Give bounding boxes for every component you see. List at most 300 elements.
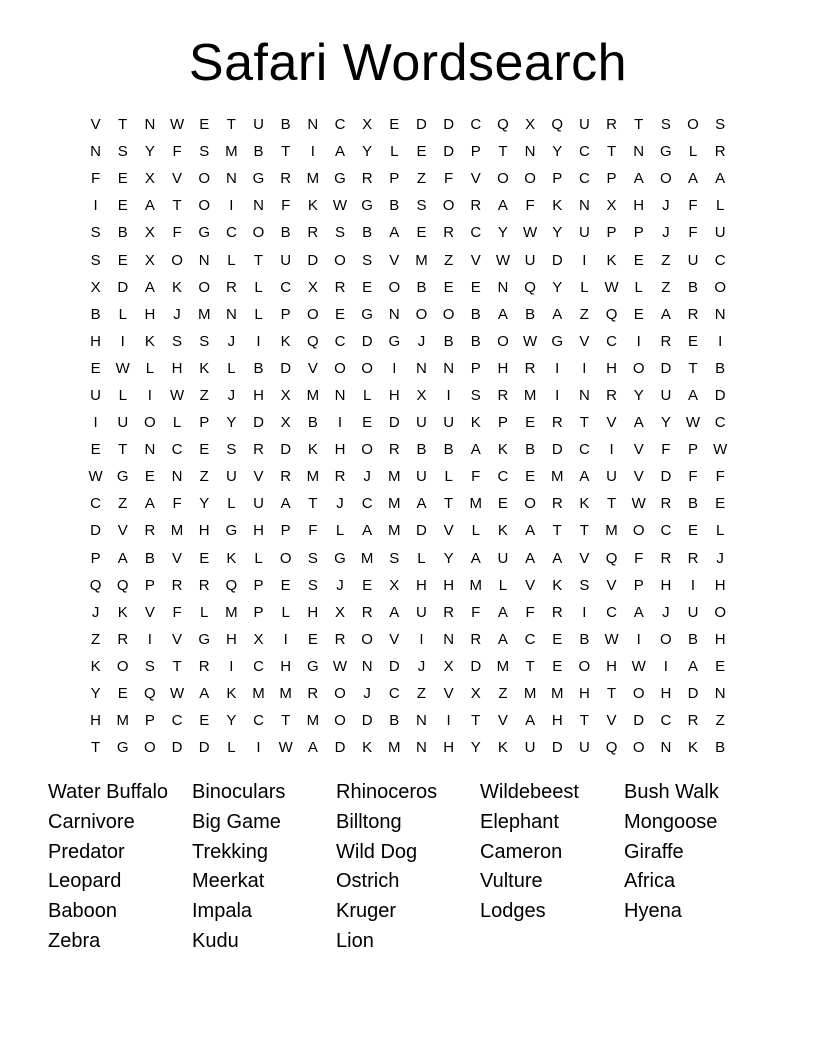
word-list-item: Leopard: [48, 870, 122, 893]
grid-letter: C: [660, 712, 672, 730]
grid-letter: L: [227, 739, 236, 757]
grid-letter: H: [334, 441, 346, 459]
grid-row: [82, 517, 734, 544]
grid-letter: I: [147, 386, 152, 404]
grid-letter: D: [687, 685, 699, 703]
grid-letter: H: [443, 739, 455, 757]
grid-letter: H: [144, 305, 156, 323]
grid-row: [82, 382, 734, 409]
grid-letter: L: [716, 522, 725, 540]
grid-letter: O: [198, 197, 211, 215]
grid-letter: L: [118, 386, 127, 404]
grid-letter: P: [389, 170, 400, 188]
grid-letter: O: [524, 495, 536, 513]
grid-letter: D: [361, 712, 373, 730]
grid-letter: X: [144, 251, 155, 269]
grid-letter: O: [144, 414, 156, 432]
grid-letter: N: [416, 359, 427, 377]
grid-letter: M: [306, 170, 320, 188]
grid-letter: D: [253, 414, 264, 432]
grid-letter: R: [470, 630, 482, 648]
grid-letter: C: [470, 224, 482, 242]
grid-letter: C: [171, 712, 183, 730]
grid-letter: K: [497, 739, 508, 757]
grid-row: [82, 545, 734, 572]
grid-letter: F: [715, 468, 725, 486]
grid-letter: E: [715, 495, 726, 513]
grid-letter: G: [361, 197, 373, 215]
grid-letter: V: [470, 251, 481, 269]
grid-letter: U: [90, 386, 101, 404]
grid-letter: V: [117, 522, 128, 540]
grid-letter: E: [416, 224, 427, 242]
grid-letter: H: [171, 359, 183, 377]
grid-letter: L: [390, 143, 399, 161]
word-list-item: Cameron: [480, 840, 563, 863]
grid-letter: E: [416, 143, 427, 161]
grid-row: [82, 572, 734, 599]
grid-letter: Q: [306, 332, 319, 350]
grid-letter: R: [687, 712, 699, 730]
grid-letter: J: [417, 332, 426, 350]
grid-letter: T: [606, 495, 617, 513]
grid-letter: P: [688, 441, 699, 459]
grid-letter: V: [389, 251, 400, 269]
grid-letter: O: [334, 359, 346, 377]
grid-letter: O: [361, 630, 373, 648]
grid-letter: E: [362, 414, 373, 432]
grid-letter: T: [525, 657, 535, 675]
grid-letter: I: [582, 603, 587, 621]
grid-letter: A: [525, 712, 536, 730]
grid-letter: M: [388, 468, 401, 486]
grid-letter: L: [580, 278, 589, 296]
word-list-item: Meerkat: [192, 870, 265, 893]
grid-letter: F: [172, 224, 182, 242]
grid-letter: I: [718, 332, 723, 350]
grid-letter: I: [256, 332, 261, 350]
grid-letter: I: [555, 359, 560, 377]
grid-letter: M: [388, 495, 401, 513]
grid-letter: A: [497, 305, 508, 323]
grid-letter: I: [663, 657, 668, 675]
grid-letter: D: [416, 522, 427, 540]
grid-letter: S: [307, 549, 318, 567]
grid-letter: J: [336, 495, 344, 513]
grid-letter: F: [281, 197, 291, 215]
grid-letter: K: [579, 495, 590, 513]
grid-letter: X: [334, 603, 345, 621]
grid-letter: L: [281, 603, 290, 621]
grid-letter: R: [225, 278, 237, 296]
grid-letter: O: [334, 712, 346, 730]
grid-letter: Z: [579, 305, 589, 323]
grid-letter: C: [334, 116, 346, 134]
grid-letter: U: [280, 251, 292, 269]
grid-row: [82, 111, 734, 138]
grid-letter: U: [660, 386, 672, 404]
grid-letter: R: [361, 603, 373, 621]
grid-letter: A: [307, 739, 318, 757]
grid-letter: F: [172, 143, 182, 161]
grid-letter: A: [660, 305, 671, 323]
grid-letter: Z: [416, 685, 427, 703]
grid-letter: E: [117, 197, 128, 215]
grid-letter: L: [227, 495, 236, 513]
word-list-item: Giraffe: [624, 840, 684, 863]
grid-letter: E: [715, 657, 726, 675]
grid-letter: H: [551, 712, 563, 730]
grid-letter: E: [117, 170, 128, 188]
grid-letter: R: [388, 441, 400, 459]
grid-letter: M: [388, 522, 401, 540]
grid-letter: W: [631, 495, 646, 513]
word-list-item: Zebra: [48, 929, 101, 952]
grid-letter: K: [688, 739, 699, 757]
grid-letter: B: [117, 224, 128, 242]
grid-letter: O: [442, 197, 455, 215]
grid-letter: O: [279, 549, 292, 567]
grid-letter: W: [169, 386, 185, 404]
grid-letter: Y: [470, 739, 481, 757]
grid-letter: U: [578, 224, 590, 242]
grid-letter: O: [632, 522, 645, 540]
grid-letter: K: [552, 576, 563, 594]
grid-letter: W: [332, 657, 348, 675]
grid-row: [82, 680, 734, 707]
grid-letter: A: [688, 170, 699, 188]
grid-letter: D: [551, 441, 563, 459]
grid-letter: F: [688, 468, 698, 486]
grid-letter: R: [660, 332, 672, 350]
grid-letter: R: [606, 386, 617, 404]
word-list-item: Billtong: [336, 810, 402, 833]
grid-letter: Y: [552, 143, 563, 161]
grid-letter: X: [525, 116, 536, 134]
grid-letter: O: [442, 305, 455, 323]
grid-letter: R: [524, 359, 536, 377]
grid-letter: A: [144, 495, 155, 513]
grid-letter: V: [144, 603, 155, 621]
grid-letter: R: [280, 170, 292, 188]
grid-letter: K: [552, 197, 563, 215]
grid-letter: Y: [226, 414, 237, 432]
grid-letter: C: [660, 522, 672, 540]
grid-letter: H: [253, 386, 264, 404]
grid-letter: E: [688, 332, 699, 350]
grid-letter: H: [660, 685, 672, 703]
grid-letter: B: [389, 197, 400, 215]
grid-letter: S: [307, 576, 318, 594]
grid-letter: N: [578, 386, 590, 404]
grid-row: [82, 626, 734, 653]
grid-row: [82, 463, 734, 490]
grid-letter: L: [471, 522, 480, 540]
grid-letter: B: [715, 739, 726, 757]
grid-letter: W: [115, 359, 130, 377]
grid-letter: G: [116, 739, 129, 757]
grid-letter: S: [660, 116, 671, 134]
grid-letter: M: [225, 143, 238, 161]
grid-letter: C: [253, 657, 264, 675]
grid-letter: R: [687, 549, 699, 567]
grid-letter: N: [714, 685, 726, 703]
grid-letter: Q: [605, 305, 618, 323]
grid-letter: C: [606, 603, 617, 621]
grid-letter: R: [443, 603, 455, 621]
grid-letter: T: [118, 441, 128, 459]
grid-letter: A: [144, 278, 155, 296]
grid-letter: V: [470, 170, 481, 188]
grid-letter: G: [252, 170, 265, 188]
grid-letter: V: [172, 549, 183, 567]
grid-letter: W: [522, 332, 538, 350]
grid-letter: F: [444, 170, 454, 188]
grid-letter: J: [227, 332, 236, 350]
grid-letter: J: [91, 603, 100, 621]
grid-letter: Z: [498, 685, 508, 703]
grid-letter: E: [633, 251, 644, 269]
grid-letter: O: [578, 657, 591, 675]
grid-letter: T: [688, 359, 698, 377]
grid-letter: P: [280, 305, 291, 323]
grid-letter: N: [225, 170, 237, 188]
grid-letter: T: [634, 116, 644, 134]
grid-letter: E: [117, 685, 128, 703]
word-list-item: Kruger: [336, 900, 397, 923]
grid-letter: K: [90, 657, 101, 675]
grid-letter: N: [524, 143, 536, 161]
grid-letter: E: [117, 251, 128, 269]
grid-letter: O: [660, 630, 672, 648]
grid-letter: P: [144, 576, 155, 594]
grid-letter: I: [93, 197, 98, 215]
grid-letter: P: [280, 522, 291, 540]
grid-letter: R: [361, 170, 373, 188]
grid-letter: D: [633, 712, 645, 730]
grid-letter: I: [582, 251, 587, 269]
grid-letter: P: [633, 224, 644, 242]
grid-letter: A: [362, 522, 373, 540]
grid-letter: V: [443, 522, 454, 540]
grid-letter: E: [688, 522, 699, 540]
grid-letter: S: [117, 143, 128, 161]
grid-letter: B: [280, 116, 291, 134]
grid-letter: A: [470, 549, 481, 567]
grid-letter: T: [552, 522, 562, 540]
grid-letter: Y: [633, 386, 644, 404]
grid-letter: W: [713, 441, 728, 459]
grid-letter: V: [606, 712, 617, 730]
grid-letter: V: [606, 414, 617, 432]
grid-letter: W: [522, 224, 538, 242]
grid-letter: M: [225, 603, 238, 621]
grid-letter: O: [252, 224, 265, 242]
grid-letter: T: [172, 197, 182, 215]
grid-letter: Y: [362, 143, 373, 161]
grid-letter: Y: [226, 712, 237, 730]
grid-row: [82, 192, 734, 219]
grid-letter: M: [605, 522, 618, 540]
grid-letter: Z: [199, 386, 209, 404]
word-list-item: Baboon: [48, 900, 117, 923]
grid-letter: T: [579, 712, 589, 730]
grid-letter: S: [199, 332, 210, 350]
grid-letter: R: [198, 576, 210, 594]
word-list-item: Wildebeest: [480, 781, 579, 803]
grid-letter: A: [199, 685, 210, 703]
grid-letter: A: [389, 224, 400, 242]
word-list: [48, 778, 768, 957]
grid-letter: D: [171, 739, 183, 757]
grid-letter: D: [198, 739, 210, 757]
grid-row: [82, 301, 734, 328]
grid-letter: F: [525, 603, 535, 621]
grid-letter: N: [660, 739, 672, 757]
grid-letter: U: [416, 468, 427, 486]
grid-letter: Z: [444, 251, 454, 269]
grid-letter: R: [334, 468, 346, 486]
grid-letter: E: [334, 305, 345, 323]
grid-letter: K: [497, 441, 508, 459]
grid-letter: I: [229, 657, 234, 675]
grid-letter: I: [446, 386, 451, 404]
grid-letter: L: [200, 603, 209, 621]
grid-letter: U: [497, 549, 509, 567]
grid-letter: X: [307, 278, 318, 296]
grid-letter: D: [280, 441, 292, 459]
grid-letter: U: [606, 468, 617, 486]
grid-letter: H: [388, 386, 400, 404]
grid-letter: J: [363, 468, 371, 486]
grid-letter: B: [688, 278, 699, 296]
grid-letter: P: [144, 712, 155, 730]
grid-letter: S: [199, 143, 210, 161]
grid-letter: U: [714, 224, 726, 242]
grid-letter: I: [256, 739, 261, 757]
grid-letter: R: [551, 414, 563, 432]
grid-letter: A: [280, 495, 291, 513]
grid-letter: B: [144, 549, 155, 567]
word-list-item: Mongoose: [624, 810, 718, 833]
grid-letter: C: [524, 630, 536, 648]
grid-letter: G: [198, 630, 211, 648]
grid-letter: H: [660, 576, 672, 594]
grid-letter: A: [552, 549, 563, 567]
grid-letter: A: [715, 170, 726, 188]
grid-letter: O: [198, 170, 211, 188]
grid-letter: H: [714, 576, 726, 594]
grid-letter: M: [523, 386, 537, 404]
grid-letter: U: [524, 739, 536, 757]
grid-letter: Z: [90, 630, 101, 648]
grid-letter: S: [470, 386, 481, 404]
grid-letter: D: [307, 251, 319, 269]
grid-letter: S: [389, 549, 400, 567]
grid-letter: D: [660, 359, 672, 377]
grid-letter: C: [334, 332, 346, 350]
grid-letter: J: [227, 386, 236, 404]
grid-letter: X: [90, 278, 101, 296]
grid-letter: P: [470, 143, 481, 161]
grid-letter: M: [252, 685, 265, 703]
grid-letter: Y: [497, 224, 508, 242]
grid-letter: M: [469, 495, 483, 513]
grid-letter: N: [253, 197, 264, 215]
grid-letter: W: [631, 657, 646, 675]
grid-letter: L: [634, 278, 643, 296]
grid-letter: C: [578, 170, 590, 188]
grid-letter: T: [579, 522, 589, 540]
grid-letter: S: [334, 224, 345, 242]
grid-letter: M: [306, 386, 320, 404]
grid-letter: O: [334, 685, 346, 703]
grid-letter: V: [443, 685, 454, 703]
grid-letter: F: [172, 603, 182, 621]
grid-letter: R: [606, 116, 617, 134]
grid-letter: N: [416, 712, 427, 730]
grid-letter: P: [199, 414, 210, 432]
grid-letter: M: [170, 522, 184, 540]
grid-letter: D: [361, 332, 373, 350]
grid-letter: V: [307, 359, 318, 377]
grid-letter: B: [253, 359, 264, 377]
grid-letter: M: [496, 657, 510, 675]
grid-letter: G: [334, 549, 346, 567]
grid-letter: O: [632, 739, 645, 757]
grid-letter: T: [226, 116, 236, 134]
grid-letter: J: [662, 224, 670, 242]
grid-row: [82, 599, 734, 626]
word-list-item: Impala: [192, 900, 253, 923]
grid-letter: R: [171, 576, 183, 594]
word-list-item: Lodges: [480, 900, 546, 923]
grid-letter: W: [332, 197, 348, 215]
grid-letter: R: [144, 522, 156, 540]
grid-letter: A: [552, 305, 563, 323]
grid-letter: E: [525, 468, 536, 486]
grid-letter: O: [171, 251, 183, 269]
grid-letter: V: [579, 332, 590, 350]
grid-letter: A: [416, 495, 427, 513]
grid-letter: U: [687, 603, 699, 621]
grid-letter: W: [604, 630, 619, 648]
grid-letter: E: [389, 116, 400, 134]
grid-letter: K: [362, 739, 373, 757]
grid-letter: P: [470, 359, 481, 377]
grid-letter: C: [90, 495, 101, 513]
grid-letter: G: [361, 305, 373, 323]
grid-letter: G: [660, 143, 672, 161]
grid-letter: P: [90, 549, 101, 567]
grid-letter: D: [443, 143, 455, 161]
grid-letter: I: [609, 441, 614, 459]
grid-letter: S: [715, 116, 726, 134]
grid-letter: B: [470, 305, 481, 323]
grid-letter: I: [283, 630, 288, 648]
grid-letter: O: [361, 441, 373, 459]
grid-letter: M: [523, 685, 537, 703]
grid-letter: Q: [551, 116, 564, 134]
grid-letter: R: [660, 495, 672, 513]
grid-letter: A: [633, 170, 644, 188]
grid-letter: B: [307, 414, 318, 432]
grid-letter: Q: [89, 576, 102, 594]
grid-row: [82, 138, 734, 165]
grid-row: [82, 328, 734, 355]
grid-letter: U: [578, 739, 590, 757]
grid-letter: E: [199, 549, 210, 567]
